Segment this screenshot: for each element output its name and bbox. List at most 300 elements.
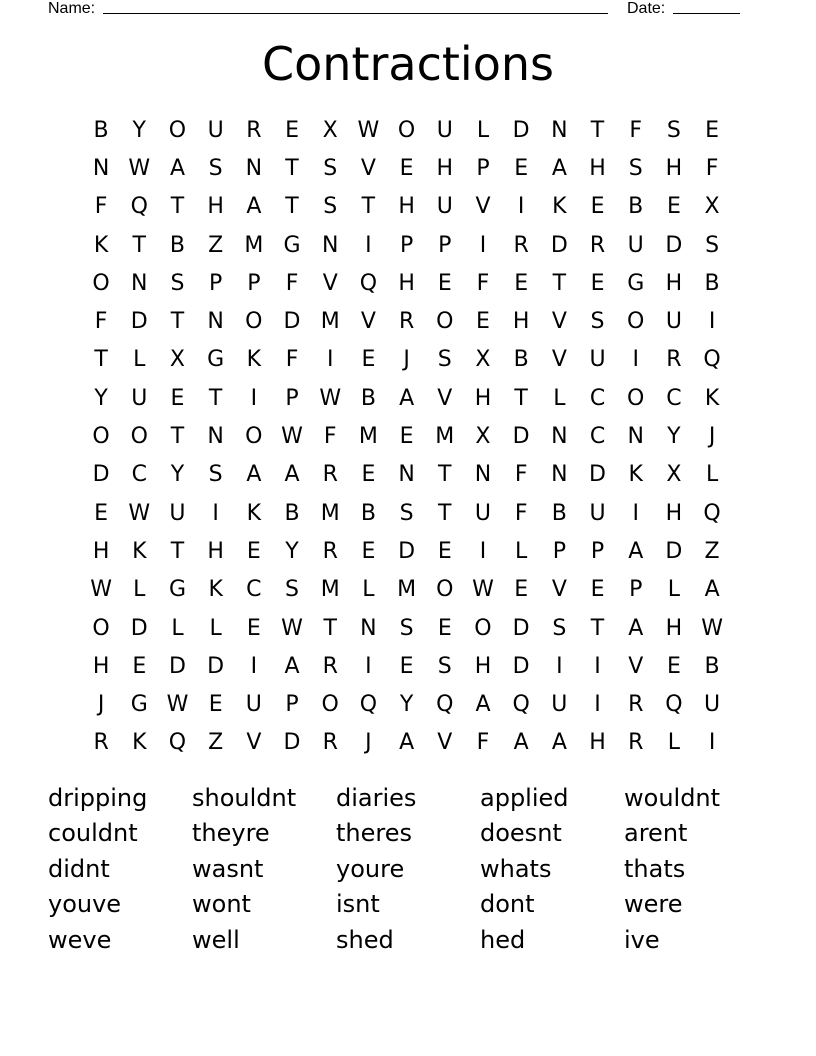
grid-letter: M: [320, 309, 340, 335]
grid-letter: S: [170, 270, 185, 296]
grid-letter: D: [283, 309, 301, 335]
grid-letter: R: [513, 232, 529, 258]
grid-letter: H: [589, 730, 606, 756]
grid-letter: B: [628, 194, 644, 220]
grid-letter: H: [398, 194, 415, 220]
grid-letter: L: [362, 577, 375, 603]
grid-letter: T: [94, 347, 108, 373]
grid-letter: S: [628, 155, 643, 181]
grid-letter: V: [475, 194, 491, 220]
grid-letter: N: [551, 117, 568, 143]
word-list-item: isnt: [336, 890, 380, 919]
grid-letter: F: [94, 309, 108, 335]
grid-letter: P: [552, 538, 566, 564]
grid-letter: A: [704, 577, 720, 603]
grid-letter: W: [128, 500, 151, 526]
header: [48, 0, 748, 20]
grid-letter: S: [590, 309, 605, 335]
grid-letter: S: [666, 117, 681, 143]
grid-letter: I: [326, 347, 334, 373]
grid-letter: I: [250, 385, 258, 411]
grid-letter: O: [474, 615, 492, 641]
grid-letter: F: [514, 462, 528, 488]
grid-letter: K: [93, 232, 109, 258]
grid-letter: C: [246, 577, 262, 603]
grid-letter: D: [92, 462, 110, 488]
grid-letter: E: [361, 538, 376, 564]
grid-letter: U: [551, 692, 568, 718]
grid-letter: E: [437, 615, 452, 641]
grid-letter: U: [169, 500, 186, 526]
grid-letter: H: [665, 155, 683, 181]
grid-letter: J: [365, 730, 372, 756]
name-label: Name:: [48, 0, 96, 17]
grid-letter: U: [704, 692, 721, 718]
word-list-item: thats: [624, 854, 686, 883]
grid-letter: I: [212, 500, 219, 526]
word-list-item: shed: [336, 925, 394, 954]
grid-letter: T: [170, 194, 185, 220]
grid-letter: H: [474, 653, 492, 679]
grid-letter: E: [590, 577, 605, 603]
grid-letter: Q: [130, 194, 148, 220]
grid-letter: N: [627, 424, 644, 450]
grid-letter: V: [551, 577, 567, 603]
grid-letter: I: [479, 232, 487, 258]
grid-letter: F: [705, 155, 719, 181]
grid-letter: P: [399, 232, 414, 258]
grid-letter: P: [285, 385, 299, 411]
grid-letter: T: [438, 500, 452, 526]
grid-letter: O: [436, 309, 454, 335]
grid-letter: N: [207, 309, 224, 335]
grid-letter: D: [512, 615, 530, 641]
grid-letter: D: [130, 615, 148, 641]
grid-letter: A: [628, 538, 644, 564]
word-list-item: theyre: [192, 819, 270, 848]
grid-letter: B: [360, 500, 376, 526]
grid-letter: Z: [208, 232, 224, 258]
grid-letter: Q: [168, 730, 187, 756]
word-list-item: youre: [336, 854, 405, 883]
grid-letter: R: [628, 692, 644, 718]
grid-letter: L: [209, 615, 222, 641]
grid-letter: N: [131, 270, 148, 296]
grid-letter: O: [92, 615, 110, 641]
grid-letter: R: [246, 117, 262, 143]
grid-letter: R: [628, 730, 644, 756]
grid-letter: K: [246, 347, 262, 373]
word-list-item: wouldnt: [624, 783, 721, 812]
grid-letter: X: [666, 462, 682, 488]
grid-letter: E: [666, 653, 681, 679]
grid-letter: N: [245, 155, 263, 181]
grid-letter: O: [321, 692, 339, 718]
grid-letter: E: [437, 270, 452, 296]
word-list-item: diaries: [336, 783, 417, 812]
grid-letter: W: [128, 155, 151, 181]
grid-letter: V: [360, 155, 376, 181]
grid-letter: S: [705, 232, 720, 258]
grid-letter: G: [283, 232, 301, 258]
grid-letter: I: [250, 653, 258, 679]
grid-letter: A: [169, 155, 185, 181]
grid-letter: D: [512, 424, 530, 450]
grid-letter: H: [207, 538, 224, 564]
grid-letter: D: [283, 730, 301, 756]
grid-letter: A: [284, 653, 300, 679]
grid-letter: Q: [359, 692, 378, 718]
grid-letter: D: [665, 538, 683, 564]
grid-letter: I: [708, 730, 716, 756]
grid-letter: W: [701, 615, 723, 641]
grid-letter: H: [207, 194, 224, 220]
grid-letter: D: [130, 309, 148, 335]
grid-letter: B: [93, 117, 109, 143]
grid-letter: A: [551, 155, 567, 181]
grid-letter: H: [665, 270, 683, 296]
grid-letter: U: [436, 117, 453, 143]
grid-letter: V: [246, 730, 262, 756]
grid-letter: F: [285, 347, 299, 373]
grid-letter: H: [436, 155, 454, 181]
word-list-item: doesnt: [480, 819, 562, 848]
grid-letter: V: [437, 730, 453, 756]
grid-letter: N: [92, 155, 110, 181]
grid-letter: I: [632, 347, 639, 373]
grid-letter: C: [131, 462, 147, 488]
grid-letter: D: [589, 462, 606, 488]
grid-letter: R: [666, 347, 682, 373]
grid-letter: L: [705, 462, 719, 488]
grid-letter: O: [92, 424, 110, 450]
grid-letter: Y: [94, 385, 108, 411]
word-list-item: were: [624, 890, 683, 919]
grid-letter: U: [131, 385, 148, 411]
grid-letter: U: [627, 232, 644, 258]
grid-letter: Z: [704, 538, 720, 564]
grid-letter: T: [514, 385, 528, 411]
grid-letter: I: [632, 500, 639, 526]
grid-letter: L: [553, 385, 566, 411]
grid-letter: M: [320, 500, 340, 526]
grid-letter: E: [514, 270, 529, 296]
grid-letter: E: [590, 270, 605, 296]
grid-letter: H: [398, 270, 415, 296]
name-blank-line: [103, 13, 608, 14]
grid-letter: X: [322, 117, 338, 143]
grid-letter: L: [667, 730, 681, 756]
grid-letter: S: [323, 194, 338, 220]
grid-letter: V: [322, 270, 338, 296]
grid-letter: V: [360, 309, 376, 335]
grid-letter: T: [590, 117, 605, 143]
grid-letter: T: [132, 232, 146, 258]
grid-letter: B: [551, 500, 567, 526]
grid-letter: E: [246, 615, 261, 641]
grid-letter: E: [361, 347, 376, 373]
word-list-item: dripping: [48, 783, 148, 812]
grid-letter: E: [132, 653, 147, 679]
grid-letter: R: [322, 462, 338, 488]
grid-letter: P: [629, 577, 643, 603]
grid-letter: S: [208, 462, 223, 488]
grid-letter: T: [170, 538, 185, 564]
grid-letter: T: [590, 615, 605, 641]
grid-letter: C: [589, 385, 606, 411]
grid-letter: E: [666, 194, 681, 220]
grid-letter: Q: [703, 347, 721, 373]
grid-letter: S: [285, 577, 300, 603]
grid-letter: X: [169, 347, 185, 373]
grid-letter: P: [438, 232, 452, 258]
grid-letter: F: [323, 424, 337, 450]
page-title: Contractions: [262, 37, 554, 91]
date-blank-line: [673, 13, 740, 14]
date-label: Date:: [627, 0, 666, 17]
word-list-item: dont: [480, 890, 535, 919]
grid-letter: S: [323, 155, 338, 181]
word-list-item: theres: [336, 819, 412, 848]
grid-letter: H: [589, 155, 606, 181]
grid-letter: A: [513, 730, 529, 756]
grid-letter: U: [436, 194, 453, 220]
grid-letter: T: [170, 309, 185, 335]
grid-letter: E: [476, 309, 490, 335]
grid-letter: R: [589, 232, 606, 258]
grid-letter: E: [246, 538, 261, 564]
grid-letter: H: [92, 538, 110, 564]
grid-letter: U: [207, 117, 224, 143]
word-list-item: applied: [480, 783, 569, 812]
grid-letter: Q: [665, 692, 683, 718]
grid-letter: A: [399, 730, 415, 756]
grid-letter: E: [399, 155, 414, 181]
grid-letter: T: [285, 194, 299, 220]
grid-letter: A: [399, 385, 415, 411]
grid-letter: T: [361, 194, 376, 220]
grid-letter: U: [474, 500, 492, 526]
grid-letter: Y: [399, 692, 414, 718]
word-list-item: wont: [192, 890, 251, 919]
grid-letter: E: [170, 385, 185, 411]
grid-letter: O: [245, 309, 263, 335]
grid-letter: F: [629, 117, 643, 143]
grid-letter: O: [92, 270, 110, 296]
grid-letter: L: [171, 615, 184, 641]
grid-letter: S: [399, 500, 414, 526]
grid-letter: M: [397, 577, 417, 603]
grid-letter: Y: [170, 462, 185, 488]
grid-letter: D: [512, 117, 530, 143]
grid-letter: D: [207, 653, 225, 679]
grid-letter: K: [132, 730, 147, 756]
word-list-item: whats: [480, 854, 552, 883]
grid-letter: U: [589, 347, 606, 373]
grid-letter: B: [704, 653, 720, 679]
grid-letter: U: [665, 309, 682, 335]
grid-letter: H: [665, 615, 683, 641]
grid-letter: H: [512, 309, 530, 335]
grid-letter: T: [170, 424, 185, 450]
grid-letter: N: [207, 424, 224, 450]
grid-letter: I: [479, 538, 487, 564]
grid-letter: O: [130, 424, 148, 450]
grid-letter: X: [704, 194, 720, 220]
grid-letter: P: [476, 155, 490, 181]
grid-letter: W: [281, 424, 303, 450]
word-list-item: couldnt: [48, 819, 138, 848]
word-list-item: wasnt: [192, 854, 264, 883]
grid-letter: D: [398, 538, 416, 564]
grid-letter: P: [285, 692, 299, 718]
grid-letter: N: [398, 462, 415, 488]
grid-letter: E: [285, 117, 299, 143]
grid-letter: V: [628, 653, 644, 679]
grid-letter: V: [437, 385, 453, 411]
grid-letter: W: [166, 692, 189, 718]
grid-letter: H: [474, 385, 492, 411]
grid-letter: Y: [667, 424, 681, 450]
grid-letter: E: [590, 194, 605, 220]
grid-letter: R: [322, 653, 338, 679]
grid-letter: R: [322, 538, 338, 564]
grid-letter: S: [208, 155, 223, 181]
word-list-item: youve: [48, 890, 122, 919]
grid-letter: G: [168, 577, 186, 603]
grid-letter: R: [322, 730, 338, 756]
grid-letter: M: [435, 424, 455, 450]
grid-letter: H: [92, 653, 110, 679]
grid-letter: U: [589, 500, 606, 526]
grid-letter: E: [361, 462, 376, 488]
grid-letter: D: [512, 653, 530, 679]
grid-letter: T: [552, 270, 567, 296]
word-list-item: weve: [48, 925, 112, 954]
grid-letter: G: [207, 347, 225, 373]
grid-letter: L: [133, 347, 146, 373]
grid-letter: B: [169, 232, 186, 258]
grid-letter: K: [132, 538, 147, 564]
word-list-item: ive: [624, 925, 660, 954]
grid-letter: T: [323, 615, 337, 641]
grid-letter: Y: [285, 538, 299, 564]
grid-letter: K: [208, 577, 223, 603]
word-list-item: didnt: [48, 854, 110, 883]
grid-letter: K: [628, 462, 643, 488]
grid-letter: X: [475, 347, 491, 373]
word-list-item: well: [192, 925, 240, 954]
grid-letter: J: [97, 692, 105, 718]
word-list-item: shouldnt: [192, 783, 297, 812]
grid-letter: E: [399, 424, 414, 450]
grid-letter: N: [551, 424, 568, 450]
grid-letter: S: [552, 615, 567, 641]
grid-letter: I: [365, 653, 372, 679]
grid-letter: F: [476, 730, 490, 756]
grid-letter: O: [627, 309, 645, 335]
grid-letter: Q: [436, 692, 454, 718]
grid-letter: N: [474, 462, 492, 488]
letter-grid: [82, 111, 731, 762]
grid-letter: E: [514, 155, 529, 181]
grid-letter: E: [94, 500, 109, 526]
grid-letter: C: [589, 424, 606, 450]
grid-letter: A: [551, 730, 567, 756]
grid-letter: R: [93, 730, 109, 756]
grid-letter: W: [357, 117, 380, 143]
grid-letter: E: [208, 692, 223, 718]
grid-letter: M: [358, 424, 378, 450]
grid-letter: L: [667, 577, 681, 603]
grid-letter: K: [552, 194, 567, 220]
grid-letter: W: [319, 385, 342, 411]
grid-letter: O: [436, 577, 454, 603]
grid-letter: V: [551, 309, 567, 335]
grid-letter: I: [365, 232, 372, 258]
grid-letter: P: [590, 538, 605, 564]
grid-letter: D: [665, 232, 683, 258]
grid-letter: O: [397, 117, 416, 143]
grid-letter: E: [514, 577, 529, 603]
grid-letter: E: [399, 653, 414, 679]
grid-letter: A: [284, 462, 300, 488]
grid-letter: G: [627, 270, 645, 296]
grid-letter: I: [594, 653, 601, 679]
grid-letter: K: [246, 500, 262, 526]
grid-letter: B: [513, 347, 529, 373]
word-list-item: arent: [624, 819, 688, 848]
grid-letter: A: [475, 692, 491, 718]
grid-letter: V: [551, 347, 567, 373]
grid-letter: E: [705, 117, 720, 143]
grid-letter: A: [628, 615, 644, 641]
grid-letter: Q: [512, 692, 530, 718]
grid-letter: B: [284, 500, 300, 526]
grid-letter: K: [704, 385, 720, 411]
grid-letter: Z: [208, 730, 224, 756]
grid-letter: L: [515, 538, 528, 564]
grid-letter: R: [398, 309, 415, 335]
grid-letter: L: [476, 117, 490, 143]
grid-letter: W: [281, 615, 303, 641]
grid-letter: O: [245, 424, 263, 450]
grid-letter: J: [708, 424, 716, 450]
grid-letter: A: [246, 194, 262, 220]
grid-letter: P: [209, 270, 223, 296]
grid-letter: B: [704, 270, 720, 296]
grid-letter: F: [94, 194, 108, 220]
grid-letter: W: [90, 577, 112, 603]
grid-letter: N: [360, 615, 377, 641]
grid-letter: O: [168, 117, 187, 143]
grid-letter: W: [472, 577, 494, 603]
grid-letter: S: [437, 653, 452, 679]
grid-letter: I: [708, 309, 716, 335]
grid-letter: T: [285, 155, 299, 181]
grid-letter: B: [360, 385, 376, 411]
grid-letter: Y: [132, 117, 146, 143]
grid-letter: P: [247, 270, 261, 296]
grid-letter: G: [130, 692, 148, 718]
grid-letter: F: [514, 500, 528, 526]
grid-letter: T: [208, 385, 223, 411]
grid-letter: J: [403, 347, 410, 373]
grid-letter: D: [168, 653, 186, 679]
grid-letter: Q: [359, 270, 378, 296]
grid-letter: Q: [703, 500, 721, 526]
grid-letter: T: [438, 462, 452, 488]
